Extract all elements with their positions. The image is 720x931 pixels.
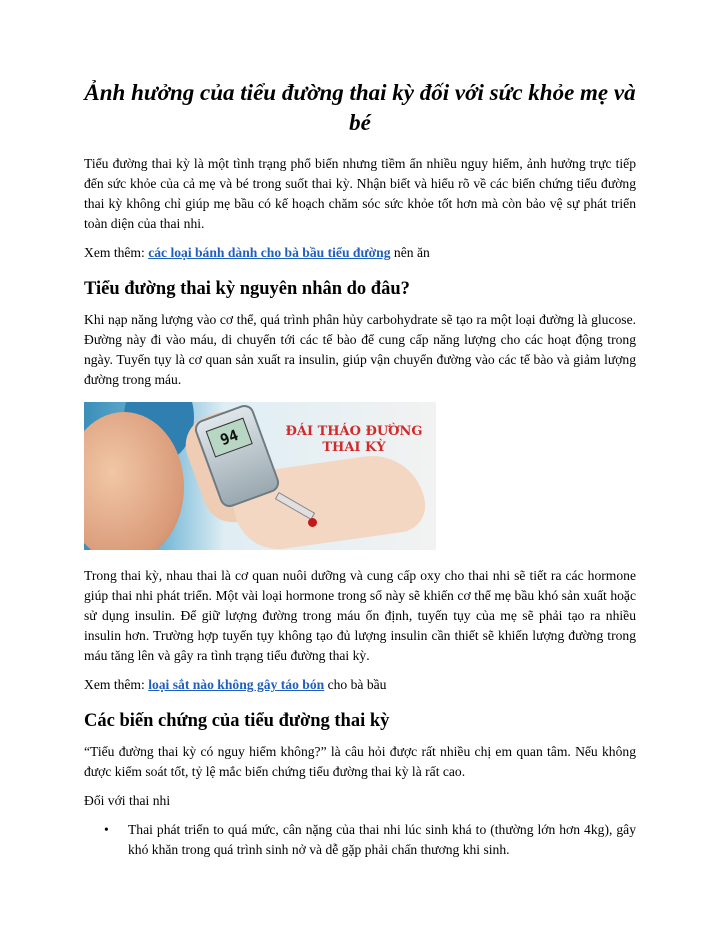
iron-article-link[interactable]: loại sắt nào không gây táo bón	[148, 677, 325, 692]
section-heading-complications: Các biến chứng của tiểu đường thai kỳ	[84, 711, 390, 731]
causes-paragraph-1: Khi nạp năng lượng vào cơ thể, quá trình phân hủy carbohydrate sẽ tạo ra một loại đường là glucose. Đường này đi vào máu, di chuyển tới các tế bào để cung cấp năng lượng cho các hoạt động trong ngày. Tuyến tụy là cơ quan sản xuất ra insulin, giúp vận chuyển đường vào các tế bào và giảm lượng đường trong máu.	[84, 312, 636, 387]
diabetes-test-image	[84, 402, 436, 550]
see-more-line-1	[84, 243, 636, 263]
document-page	[84, 78, 636, 860]
see-more-suffix: cho bà bầu	[324, 677, 387, 692]
image-caption	[284, 424, 424, 456]
cake-article-link[interactable]: các loại bánh dành cho bà bầu tiểu đường	[148, 245, 391, 260]
image-caption-line-2: THAI KỲ	[322, 440, 386, 455]
image-caption-line-1: ĐÁI THÁO ĐƯỜNG	[285, 424, 423, 439]
complications-list	[84, 820, 636, 860]
see-more-line-2	[84, 675, 636, 695]
blood-drop-icon	[308, 518, 317, 527]
see-more-suffix: nên ăn	[390, 245, 430, 260]
page-title: Ảnh hưởng của tiểu đường thai kỳ đối với sức khỏe mẹ và bé	[84, 80, 636, 135]
see-more-prefix: Xem thêm:	[84, 245, 149, 260]
fetus-subheading: Đối với thai nhi	[84, 793, 171, 808]
complications-paragraph: “Tiểu đường thai kỳ có nguy hiểm không?” là câu hỏi được rất nhiều chị em quan tâm. Nếu không được kiểm soát tốt, tỷ lệ mắc biến chứng tiểu đường thai kỳ là rất cao.	[84, 744, 636, 779]
list-item-text: Thai phát triển to quá mức, cân nặng của thai nhi lúc sinh khá to (thường lớn hơn 4kg), gây khó khăn trong quá trình sinh nở và dễ gặp phải chấn thương khi sinh.	[128, 822, 636, 857]
list-item	[104, 820, 636, 860]
see-more-prefix: Xem thêm:	[84, 677, 149, 692]
causes-paragraph-2: Trong thai kỳ, nhau thai là cơ quan nuôi dưỡng và cung cấp oxy cho thai nhi sẽ tiết ra các hormone giúp thai nhi phát triển. Một vài loại hormone trong số này sẽ khiến cơ thể mẹ bầu khó sản xuất hoặc sử dụng insulin. Để giữ lượng đường trong máu ổn định, tuyến tụy của mẹ sẽ phải tạo ra nhiều insulin hơn. Trường hợp tuyến tụy không tạo đủ lượng insulin cần thiết sẽ khiến lượng đường trong máu tăng lên và gây ra tình trạng tiểu đường thai kỳ.	[84, 568, 636, 663]
intro-paragraph: Tiểu đường thai kỳ là một tình trạng phổ biến nhưng tiềm ẩn nhiều nguy hiểm, ảnh hưởng trực tiếp đến sức khỏe của cả mẹ và bé trong suốt thai kỳ. Nhận biết và hiểu rõ về các biến chứng tiểu đường thai kỳ không chỉ giúp mẹ bầu có kế hoạch chăm sóc sức khỏe tốt hơn mà còn bảo vệ sự phát triển toàn diện của thai nhi.	[84, 156, 636, 231]
section-heading-causes: Tiểu đường thai kỳ nguyên nhân do đâu?	[84, 279, 410, 299]
bullet-icon: •	[104, 822, 109, 837]
meter-screen: 94	[206, 418, 253, 458]
